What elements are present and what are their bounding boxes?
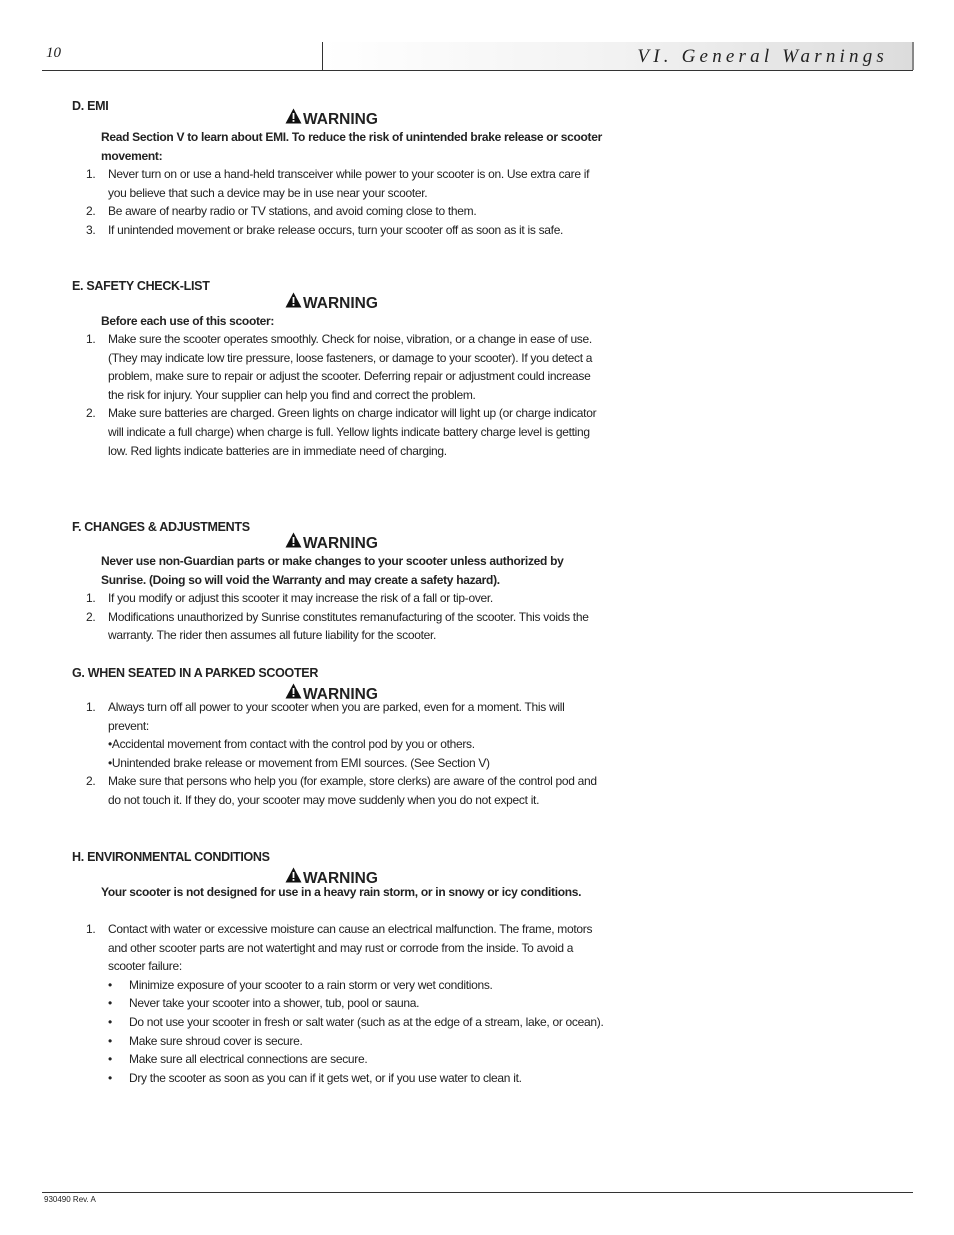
bullet-text: Dry the scooter as soon as you can if it gets wet, or if you use water to clean it. bbox=[129, 1070, 522, 1085]
item-text-block bbox=[108, 589, 603, 608]
bullet-icon: • bbox=[108, 996, 112, 1011]
warning-intro: Read Section V to learn about EMI. To reduce the risk of unintended brake release or scooter movement: bbox=[101, 130, 602, 163]
warning-text: WARNING bbox=[303, 111, 378, 128]
item-number: 2. bbox=[86, 774, 96, 789]
item-text-block bbox=[108, 404, 603, 460]
item-number: 2. bbox=[86, 609, 96, 624]
item-number: 2. bbox=[86, 406, 96, 421]
warning-intro: Before each use of this scooter: bbox=[101, 314, 275, 328]
footer-doc-id: 930490 Rev. A bbox=[44, 1195, 96, 1204]
footer-rule bbox=[42, 1192, 913, 1193]
chapter-title: VI. General Warnings bbox=[637, 46, 888, 67]
item-text: If you modify or adjust this scooter it may increase the risk of a fall or tip-over. bbox=[108, 591, 493, 605]
item-text-block bbox=[108, 698, 603, 772]
warning-text: WARNING bbox=[303, 535, 378, 552]
bullet-icon: • bbox=[108, 977, 112, 992]
item-text-block bbox=[108, 330, 603, 404]
item-number: 1. bbox=[86, 167, 96, 181]
list-item bbox=[86, 221, 606, 240]
numbered-list bbox=[86, 698, 606, 810]
bullet-item bbox=[108, 994, 606, 1013]
warning-triangle-icon bbox=[285, 532, 303, 554]
bullet-text: Make sure all electrical connections are secure. bbox=[129, 1052, 368, 1067]
warning-text: WARNING bbox=[303, 686, 378, 703]
item-text-block bbox=[108, 920, 603, 976]
bullet-item bbox=[108, 1013, 606, 1032]
item-number: 1. bbox=[86, 700, 96, 714]
item-text: Be aware of nearby radio or TV stations, and avoid coming close to them. bbox=[108, 204, 477, 219]
list-item bbox=[86, 589, 606, 608]
warning-text: WARNING bbox=[303, 870, 378, 887]
header-banner bbox=[322, 42, 914, 70]
bullet-text: Never take your scooter into a shower, tub, pool or sauna. bbox=[129, 996, 420, 1011]
item-number: 1. bbox=[86, 332, 96, 346]
bullet-text: Do not use your scooter in fresh or salt water (such as at the edge of a stream, lake, or ocean). bbox=[129, 1014, 604, 1029]
section-heading: F. CHANGES & ADJUSTMENTS bbox=[72, 520, 250, 534]
item-number: 2. bbox=[86, 204, 96, 219]
bullet-item bbox=[108, 1069, 606, 1088]
list-item bbox=[86, 698, 606, 772]
warning-label bbox=[285, 108, 378, 130]
bullet-text: Minimize exposure of your scooter to a rain storm or very wet conditions. bbox=[129, 977, 493, 992]
item-text: Make sure batteries are charged. Green lights on charge indicator will light up (or charge indicator will indicate a full charge) when charge is full. Yellow lights indicate battery charge level is getting low. Red lights indicate batteries are in immediate need of charging. bbox=[108, 406, 597, 458]
numbered-list bbox=[86, 330, 606, 460]
item-text: Modifications unauthorized by Sunrise constitutes remanufacturing of the scooter. This voids the warranty. The rider then assumes all future liability for the scooter. bbox=[108, 609, 589, 643]
item-text: Contact with water or excessive moisture can cause an electrical malfunction. The frame, motors and other scooter parts are not watertight and may rust or corrode from the inside. To avoid a scooter failure: bbox=[108, 922, 593, 974]
list-item bbox=[86, 330, 606, 404]
bullet-icon: • bbox=[108, 1033, 112, 1048]
sub-item: •Accidental movement from contact with the control pod by you or others. bbox=[108, 737, 475, 752]
warning-label bbox=[285, 532, 378, 554]
item-text-block bbox=[108, 221, 603, 240]
numbered-list bbox=[86, 920, 606, 1087]
warning-label bbox=[285, 292, 378, 314]
warning-text: WARNING bbox=[303, 295, 378, 312]
list-item bbox=[86, 608, 606, 645]
bullet-icon: • bbox=[108, 1014, 112, 1029]
item-number: 3. bbox=[86, 222, 96, 237]
bullet-item bbox=[108, 1032, 606, 1051]
list-item bbox=[86, 404, 606, 460]
item-text: Make sure that persons who help you (for example, store clerks) are aware of the control pod and do not touch it. If they do, your scooter may move suddenly when you do not expect it. bbox=[108, 774, 597, 807]
section-heading: E. SAFETY CHECK-LIST bbox=[72, 279, 210, 293]
list-item bbox=[86, 920, 606, 976]
section-heading: H. ENVIRONMENTAL CONDITIONS bbox=[72, 850, 270, 864]
item-text: If unintended movement or brake release occurs, turn your scooter off as soon as it is safe. bbox=[108, 222, 564, 237]
numbered-list bbox=[86, 589, 606, 645]
item-text-block bbox=[108, 608, 603, 645]
sub-item: •Unintended brake release or movement from EMI sources. (See Section V) bbox=[108, 755, 490, 770]
bullet-item bbox=[108, 1050, 606, 1069]
numbered-list bbox=[86, 165, 606, 239]
item-number: 1. bbox=[86, 922, 96, 936]
bullet-item bbox=[108, 976, 606, 995]
item-text-block bbox=[108, 165, 603, 202]
header-rule bbox=[42, 70, 913, 71]
list-item bbox=[86, 165, 606, 202]
section-heading: G. WHEN SEATED IN A PARKED SCOOTER bbox=[72, 666, 319, 680]
warning-triangle-icon bbox=[285, 292, 303, 314]
page-number: 10 bbox=[46, 45, 61, 61]
warning-intro: Never use non-Guardian parts or make changes to your scooter unless authorized by Sunrise. (Doing so will void the Warranty and may create a safety hazard). bbox=[101, 554, 564, 587]
item-text: Never turn on or use a hand-held transceiver while power to your scooter is on. Use extra care if you believe that such a device may be in use near your scooter. bbox=[108, 167, 590, 200]
item-text-block bbox=[108, 202, 603, 221]
bullet-icon: • bbox=[108, 1052, 112, 1067]
item-text-block bbox=[108, 772, 603, 809]
bullet-icon: • bbox=[108, 1070, 112, 1085]
bullet-text: Make sure shroud cover is secure. bbox=[129, 1033, 303, 1048]
section-heading: D. EMI bbox=[72, 99, 109, 113]
item-number: 1. bbox=[86, 591, 96, 605]
list-item bbox=[86, 202, 606, 221]
item-text: Make sure the scooter operates smoothly. Check for noise, vibration, or a change in ease of use. (They may indicate low tire pressure, loose fasteners, or damage to your scooter). If you detect a problem, make sure to repair or adjust the scooter. Deferring repair or adjustment could increase the risk for injury. Your supplier can help you find and correct the problem. bbox=[108, 332, 593, 402]
list-item bbox=[86, 772, 606, 809]
warning-triangle-icon bbox=[285, 108, 303, 130]
item-text: Always turn off all power to your scooter when you are parked, even for a moment. This will prevent: bbox=[108, 700, 565, 733]
warning-intro: Your scooter is not designed for use in a heavy rain storm, or in snowy or icy conditions. bbox=[101, 885, 582, 899]
